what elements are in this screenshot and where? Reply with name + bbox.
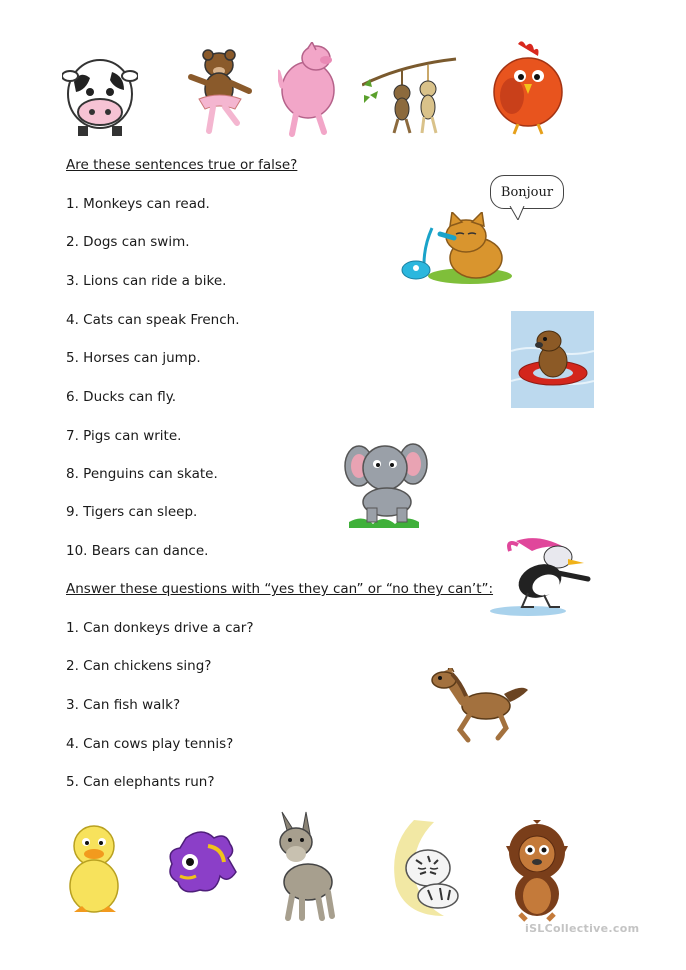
sleeping-tiger-icon (384, 816, 466, 920)
monkeys-on-branch-icon (362, 55, 458, 135)
jumping-horse-icon (430, 668, 530, 744)
list-item: 5. Can elephants run? (66, 774, 215, 790)
cow-icon (62, 52, 138, 138)
fish-icon (166, 828, 238, 900)
list-item: 7. Pigs can write. (66, 428, 182, 444)
lion-icon (506, 820, 568, 922)
cat-on-phone-icon (400, 212, 512, 286)
section1-heading: Are these sentences true or false? (66, 157, 298, 173)
watermark: iSLCollective.com (525, 922, 640, 935)
dancing-bear-icon (185, 47, 255, 137)
list-item: 1. Monkeys can read. (66, 196, 210, 212)
skating-penguin-icon (488, 533, 606, 617)
list-item: 3. Lions can ride a bike. (66, 273, 227, 289)
list-item: 3. Can fish walk? (66, 697, 181, 713)
pig-icon (278, 42, 338, 137)
duck-icon (64, 820, 126, 920)
list-item: 4. Cats can speak French. (66, 312, 240, 328)
list-item: 2. Dogs can swim. (66, 234, 190, 250)
list-item: 6. Ducks can fly. (66, 389, 177, 405)
speech-bubble: Bonjour (490, 175, 564, 209)
elephant-icon (343, 438, 433, 530)
list-item: 2. Can chickens sing? (66, 658, 212, 674)
list-item: 8. Penguins can skate. (66, 466, 218, 482)
donkey-icon (266, 810, 342, 922)
list-item: 1. Can donkeys drive a car? (66, 620, 254, 636)
section2-heading: Answer these questions with “yes they can” or “no they can’t”: (66, 581, 494, 597)
list-item: 4. Can cows play tennis? (66, 736, 234, 752)
list-item: 5. Horses can jump. (66, 350, 201, 366)
list-item: 9. Tigers can sleep. (66, 504, 198, 520)
chicken-icon (488, 40, 568, 136)
swimming-dog-icon (511, 311, 594, 408)
list-item: 10. Bears can dance. (66, 543, 209, 559)
